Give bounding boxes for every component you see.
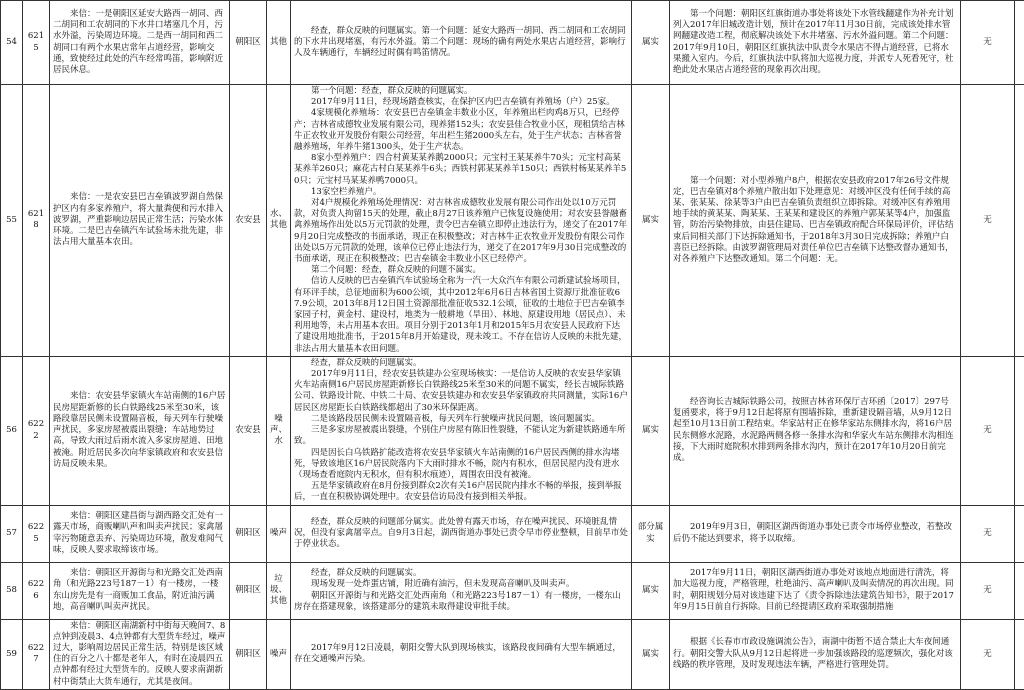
result-paragraph: 第一个问题：经查，群众反映的问题属实。 (294, 86, 628, 97)
table-row (1, 85, 1024, 357)
table-row (1, 619, 1024, 689)
pollution-category: 其他 (267, 1, 291, 85)
accountability: 无 (961, 1, 1015, 85)
accountability: 无 (961, 505, 1015, 562)
case-code: 6226 (23, 562, 50, 619)
result-paragraph: 8家小型养殖户：四合村黄某某养鹅2000只；元宝村王某某养牛70头；元宝村高某某养羊260只；麻花古村白某某养牛6头；西铁村郭某某养羊150只；西铁村杨某某养羊50只；元宝村马某某养鸭7000只。 (294, 153, 628, 187)
result-paragraph: 四是因长白乌铁路扩能改造将农安县华家镇火车站南侧的16户居民西侧的排水沟堵死，导致该地区16户居民院落内下大雨时排水不畅，院内有积水，但居民屋内没有进水（现场查看庭院内无积水，但有积水痕迹），周围农田没有被淹。 (294, 448, 628, 482)
result-paragraph: 朝阳区开源街与和光路交汇处西南角（和光路223号187－1）有一楼房，一楼东山房存在搭建现象，该搭建部分的建筑未取得建设审批手续。 (294, 591, 628, 613)
result-paragraph: 现场发现一处炸蛋店铺，附近确有油污，但未发现高音喇叭及叫卖声。 (294, 579, 628, 590)
complaint-text: 来信：朝阳区开源街与和光路交汇处西南角（和光路223号187－1）有一楼房，一楼东山房先是有一商贩加工食品，附近油污满地，高音喇叭叫卖声扰民。 (50, 562, 230, 619)
accountability: 无 (961, 85, 1015, 357)
row-number: 56 (1, 356, 23, 505)
table-row (1, 356, 1024, 505)
result-paragraph: 经查，群众反映的问题属实。 (294, 568, 628, 579)
investigation-result: 经查，群众反映的问题属实。第一个问题：延安大路西一胡同、西二胡同和工农胡同的下水井出现堵塞，有污水外溢。第二个问题：现场的确有两处水果店占道经营，影响行人及车辆通行，车辆经过时偶有鸣笛情况。 (291, 1, 632, 85)
blank-cell (1015, 85, 1024, 357)
case-code: 6222 (23, 356, 50, 505)
complaint-text: 来信：一是农安县巴吉垒镇波罗湖自然保护区内有多家养殖户，将大量粪便和污水排入波罗湖，严重影响边居民正常生活；污染水体环境。二是巴吉垒镇汽车试验场未批先建，非法占用大量基本农田。 (50, 85, 230, 357)
investigation-result: 经查，群众反映的问题部分属实。此处曾有露天市场，存在噪声扰民、环境脏乱情况，但没有家禽屠宰点。自9月3日起，湖西街道办事处已责令早市停业整顿，目前早市处于停业状态。 (291, 505, 632, 562)
case-code: 6218 (23, 85, 50, 357)
district: 农安县 (230, 356, 267, 505)
pollution-category: 水、其他 (267, 85, 291, 357)
row-number: 58 (1, 562, 23, 619)
blank-cell (1015, 1, 1024, 85)
rectification: 第一个问题：朝阳区红旗街道办事处将该处下水管线翻建作为补充计划列入2017年旧城改造计划，预计在2017年11月30日前，完成该处排水管网翻建改造工程，彻底解决该处下水井堵塞、污水外溢问题。第二个问题：2017年9月10日，朝阳区红旗执法中队责令水果店不得占道经营，已将水果搬入室内。今后，红旗执法中队将加大巡视力度，并派专人死看死守，杜绝此处水果店占道经营的现象再次出现。 (670, 1, 961, 85)
district: 朝阳区 (230, 505, 267, 562)
result-paragraph: 4家规模化养殖场：农安县巴吉垒镇金丰数业小区，年养殖出栏肉鸡8万只，已经停产；吉林省成德牧业发展有限公司，现养猪152头；农安县佳合牧业小区，现租赁给吉林牛正农牧业开发股份有限公司经营，年出栏生猪2000头左右，处于生产状态；吉林省誉融养殖场，年养牛猪1300头，处于生产状态。 (294, 108, 628, 153)
blank-cell (1015, 505, 1024, 562)
result-paragraph: 二是该路段居民侧未设置隔音板，每天列车行驶噪声扰民问题，该问题属实。 (294, 414, 628, 425)
table-row (1, 505, 1024, 562)
verdict: 属实 (632, 619, 670, 689)
blank-cell (1015, 356, 1024, 505)
investigation-result (291, 562, 632, 619)
blank-cell (1015, 619, 1024, 689)
investigation-result: 2017年9月12日凌晨，朝阳交警大队到现场核实，该路段夜间确有大型车辆通过，存在交通噪声污染。 (291, 619, 632, 689)
result-paragraph: 对4户规模化养殖场处理情况：对吉林省成德牧业发展有限公司作出处以10万元罚款，对负责人拘留15天的处理，截止8月27日该养殖户已恢复设施使用；对农安县誉融畜禽养殖场作出处以5万元罚款的处理，责令巴吉垒镇立即停止违法行为，递交了在2017年9月20日完成整改的书面承诺，现正在积极整改；对吉林牛正农牧业开发股份有限公司作出处以5万元罚款的处理，该单位已停止违法行为，递交了在2017年9月30日完成整改的书面承诺，现正在积极整改；巴吉垒镇金丰数业小区已经停产。 (294, 198, 628, 265)
verdict: 属实 (632, 356, 670, 505)
accountability: 无 (961, 619, 1015, 689)
district: 朝阳区 (230, 562, 267, 619)
result-paragraph: 第二个问题：经查，群众反映的问题不属实。 (294, 265, 628, 276)
pollution-category: 噪声、水 (267, 356, 291, 505)
pollution-category: 垃圾、其他 (267, 562, 291, 619)
pollution-category: 噪声 (267, 619, 291, 689)
investigation-result (291, 85, 632, 357)
row-number: 59 (1, 619, 23, 689)
complaint-text: 来信：朝阳区建昌街与湖西路交汇处有一露天市场，商贩喇叭声和叫卖声扰民；家禽屠宰污物随意丢弃、污染周边环境，散发难闻气味，反映人要求取缔该市场。 (50, 505, 230, 562)
table-row (1, 562, 1024, 619)
blank-cell (1015, 562, 1024, 619)
result-paragraph: 五是华家镇政府在8月份接到群众2次有关16户居民院内排水不畅的举报，接到举报后，一直在积极协调处理中。农安县信访局没有接到相关举报。 (294, 481, 628, 503)
result-paragraph: 2017年9月11日，经现场踏查核实，在保护区内巴吉垒镇有养殖场（户）25家。 (294, 97, 628, 108)
rectification: 第一个问题：对小型养殖户8户，根据农安县政府2017年26号文件规定，巴吉垒镇对8个养殖户散出如下处理意见：对缓冲区没有任何手续的高某、张某某、徐某等3户由巴吉垒镇负责组织立即拆除。对缓冲区有养殖用地手续的黄某某、陶某某、王某某和建设区的养殖户郭某某等4户，加强监管，防治污染物排放，由县住建局、巴吉垒镇政府配合环保局评价，评估结束后同相关部门下达拆除通知书，于2018年3月30日完成拆除；养殖户白喜臣已经拆除。由波罗湖管理局对责任单位巴吉垒镇下达整改督办通知书，对各养殖户下达整改通知。第二个问题：无。 (670, 85, 961, 357)
pollution-category: 噪声 (267, 505, 291, 562)
result-paragraph: 三是多家房屋被震出裂缝，个别住户房屋有陈旧性裂缝，不能认定为新建铁路通车所致。 (294, 425, 628, 447)
verdict: 部分属实 (632, 505, 670, 562)
rectification: 2017年9月11日，朝阳区湖西街道办事处对该地点地面进行清洗，将加大巡视力度，严格管理，杜绝油污、高声喇叭及叫卖情况的再次出现。同时，朝阳规划分局对该违建下达了《责令拆除违法建筑告知书》，限于2017年9月15日前自行拆除。目前已经提请区政府采取强制措施 (670, 562, 961, 619)
case-code: 6215 (23, 1, 50, 85)
result-paragraph: 2017年9月11日，经农安县铁建办公室现场核实：一是信访人反映的农安县华家镇火车站南侧16户居民房屋距新修长白铁路线25米至30米的问题不属实，经长吉城际铁路公司、铁路设计院、中铁二十局、农安县铁建办和农安县华家镇政府共同测量，实际16户居民区房屋距长白铁路线都超出了30米环保距离。 (294, 369, 628, 414)
result-paragraph: 13家空栏养殖户。 (294, 187, 628, 198)
result-paragraph: 信访人反映的巴吉垒镇汽车试验场全称为一汽一大众汽车有限公司新建试验场项目，有环评手续，总征地面积为600公顷，其中2012年6月6日吉林省国土资源厅批准征收67.9公顷，2013年8月12日国土资源部批准征收532.1公顷，征收的土地位于巴吉垒镇李家园子村，黄金村、建设村，地类为一般耕地（旱田）、林地、原建设用地（居民点）、未利用地等，未占用基本农田。项目分别于2013年1月和2015年5月农安县人民政府下达了建设用地批准书，于2015年8月开始建设，现未竣工。不存在信访人反映的未批先建，非法占用大量基本农田问题。 (294, 276, 628, 354)
verdict: 属实 (632, 85, 670, 357)
investigation-result (291, 356, 632, 505)
verdict: 属实 (632, 1, 670, 85)
accountability: 无 (961, 562, 1015, 619)
rectification: 2019年9月3日，朝阳区湖西街道办事处已责令市场停业整改，若整改后仍不能达到要求，将予以取缔。 (670, 505, 961, 562)
case-code: 6225 (23, 505, 50, 562)
district: 农安县 (230, 85, 267, 357)
verdict: 属实 (632, 562, 670, 619)
accountability: 无 (961, 356, 1015, 505)
district: 朝阳区 (230, 1, 267, 85)
row-number: 54 (1, 1, 23, 85)
row-number: 55 (1, 85, 23, 357)
rectification: 根据《长春市市政设施调流公告》，南湖中街暂不适合禁止大车夜间通行。朝阳交警大队从9月12日起将进一步加强该路段的巡逻频次，强化对该线路的秩序管理，及时发现违法车辆，严格进行管理处罚。 (670, 619, 961, 689)
row-number: 57 (1, 505, 23, 562)
complaint-text: 来信：朝阳区南湖新村中街每天晚间7、8点钟到凌晨3、4点钟都有大型货车经过，噪声过大，影响周边居民正常生活，特别是该区域住的百分之八十都是老年人，有时在凌晨四五点钟都有经过大型货车的。反映人要求南湖新村中街禁止大货车通行，尤其是夜间。 (50, 619, 230, 689)
complaint-text: 来信：一是朝阳区延安大路西一胡同、西二胡同和工农胡同的下水井口堵塞几个月，污水外溢，污染周边环境。二是西一胡同和西二胡同口有两个水果店常年占道经营，影响交通，致使经过此处的汽车经常鸣笛，影响附近居民休息。 (50, 1, 230, 85)
district: 朝阳区 (230, 619, 267, 689)
case-code: 6227 (23, 619, 50, 689)
complaint-text: 来信：农安县华家镇火车站南侧的16户居民房屋距新修的长白铁路线25米至30米，该路段靠居民侧未设置隔音板，每天列车行驶噪声扰民，多家房屋被震出裂缝；车站地势过高，导致大雨过后雨水流入多家房屋道、田地被淹。附近居民多次向华家镇政府和农安县信访局反映未果。 (50, 356, 230, 505)
table-row (1, 1, 1024, 85)
rectification: 经咨询长吉城际铁路公司，按照吉林省环保厅吉环函〔2017〕297号复函要求，将于9月12日起将原有围墙拆除，重新建设隔音墙，从9月12日起至10月13日前工程结束。华家站村正在修华家站东侧排水沟，将16户居民东侧修水泥路，水泥路两侧各修一条排水沟和华家火车站东侧排水沟相连接，下大雨时庭院积水排到两条排水沟内，预计在2017年10月20日前完成。 (670, 356, 961, 505)
result-paragraph: 经查，群众反映的问题属实。 (294, 358, 628, 369)
